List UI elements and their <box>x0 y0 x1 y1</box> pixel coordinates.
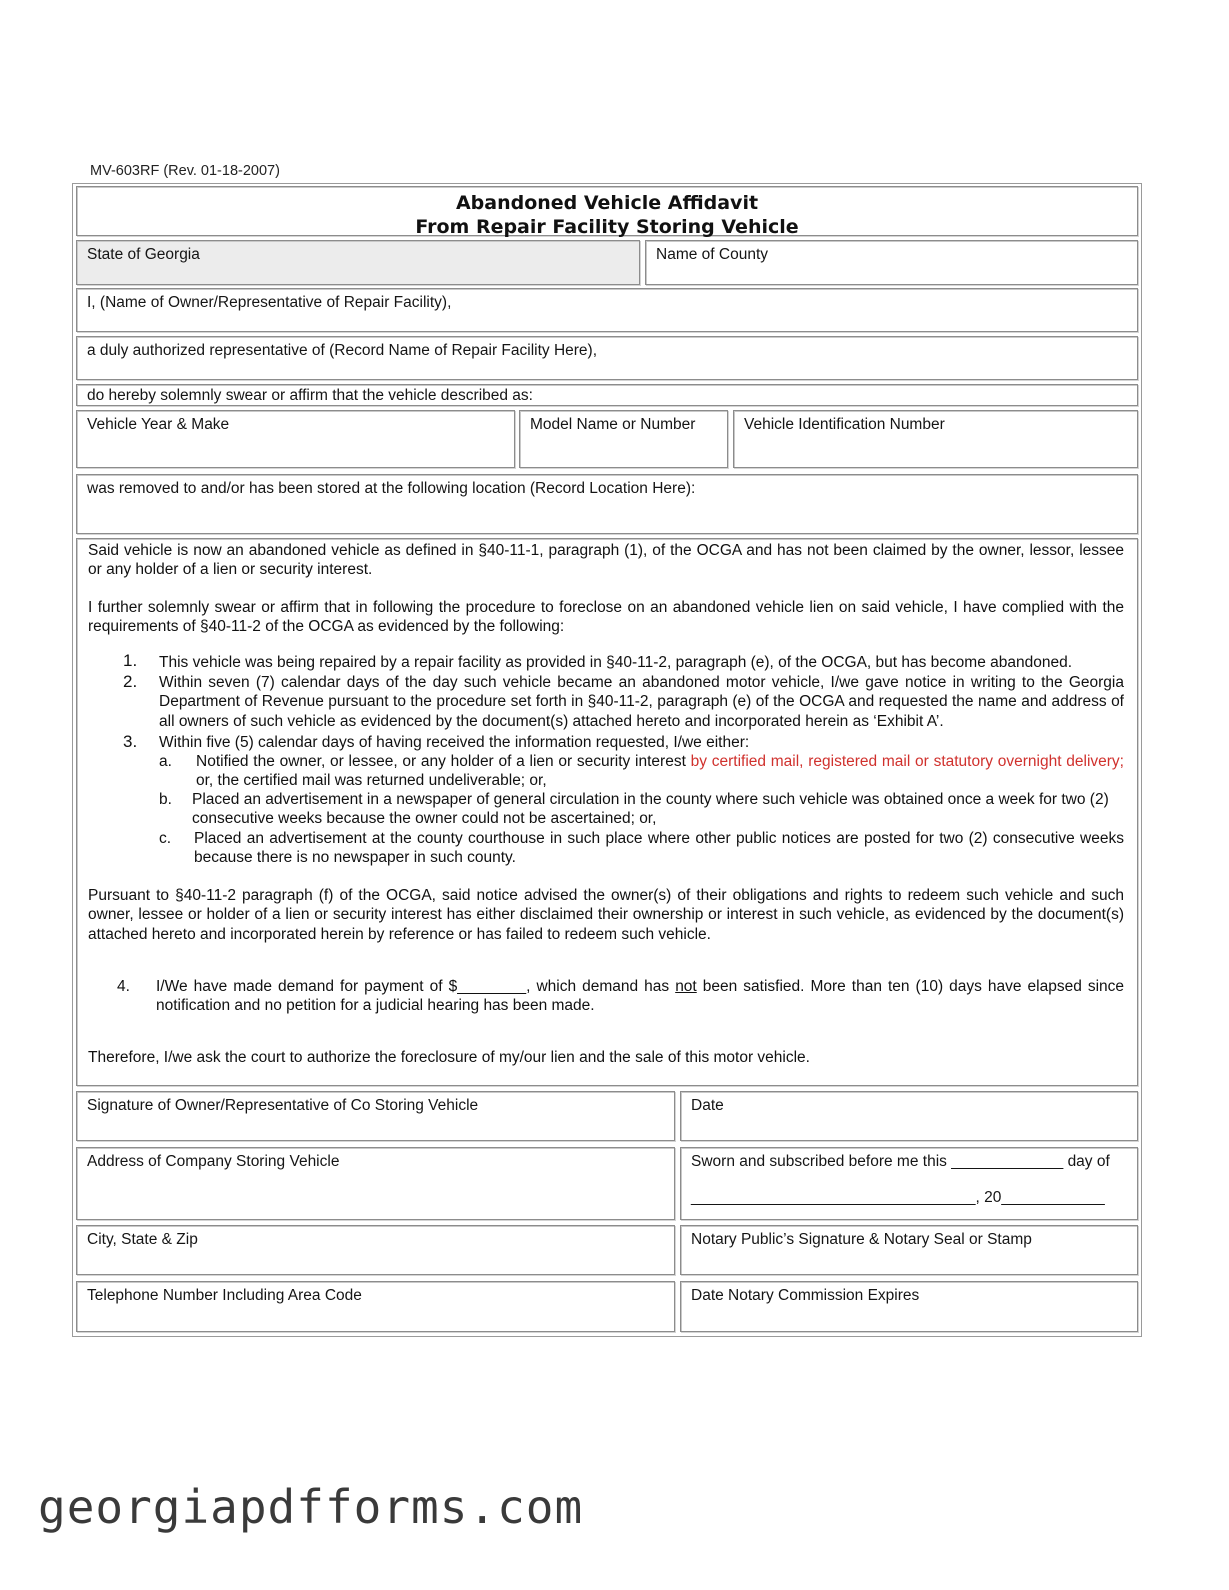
commission-expiry-field[interactable]: Date Notary Commission Expires <box>680 1281 1138 1332</box>
item-4-not: not <box>675 978 697 995</box>
item-2-number: 2. <box>123 672 138 691</box>
vehicle-year-make-field[interactable]: Vehicle Year & Make <box>76 410 515 468</box>
site-watermark: georgiapdfforms.com <box>38 1480 584 1534</box>
sub-b-text: Placed an advertisement in a newspaper of general circulation in the county where such vehicle was obtained once a week for two (2) consecutive weeks because the owner could not be ascertained; or, <box>192 791 1109 828</box>
form-title <box>76 186 1138 236</box>
city-state-zip-field[interactable]: City, State & Zip <box>76 1225 675 1275</box>
sub-c-text: Placed an advertisement at the county courthouse in such place where other public notices are posted for two (2) consecutive weeks because there is no newspaper in such county. <box>194 830 1124 867</box>
item-2-text: Within seven (7) calendar days of the day such vehicle became an abandoned motor vehicle, I/we gave notice in writing to the Georgia Department of Revenue pursuant to the procedure set forth in §40-11-2, paragraph (e) of the OCGA and requested the name and address of all owners of such vehicle as evidenced by the document(s) attached hereto and incorporated herein as ‘Exhibit A’. <box>159 674 1124 730</box>
title-line-1: Abandoned Vehicle Affidavit <box>455 192 759 214</box>
sworn-line-1: Sworn and subscribed before me this _____________ day of <box>691 1153 1110 1170</box>
paragraph-4: Therefore, I/we ask the court to authorize the foreclosure of my/our lien and the sale of this motor vehicle. <box>88 1049 810 1066</box>
item-3-text: Within five (5) calendar days of having received the information requested, I/we either: <box>159 734 750 751</box>
item-4-text-1: I/We have made demand for payment of $________, which demand has <box>156 978 670 995</box>
facility-name-field[interactable]: a duly authorized representative of (Record Name of Repair Facility Here), <box>76 336 1138 380</box>
vin-field[interactable]: Vehicle Identification Number <box>733 410 1138 468</box>
item-4-text-2: been satisfied. More than ten (10) days have elapsed since notification and no petition for a judicial hearing has been made. <box>156 978 1125 1015</box>
item-4-text <box>156 977 1124 1016</box>
sub-a-letter: a. <box>159 753 172 770</box>
sub-b-letter: b. <box>159 791 172 808</box>
swear-statement: do hereby solemnly swear or affirm that the vehicle described as: <box>76 384 1138 406</box>
sub-a-text-1: Notified the owner, or lessee, or any holder of a lien or security interest <box>196 753 686 770</box>
paragraph-2: I further solemnly swear or affirm that in following the procedure to foreclose on an abandoned vehicle lien on said vehicle, I have complied with the requirements of §40-11-2 of the OCGA as evidenced by the following: <box>88 599 1124 636</box>
sub-a-text-2: or, the certified mail was returned undeliverable; or, <box>196 772 547 790</box>
telephone-field[interactable]: Telephone Number Including Area Code <box>76 1281 675 1332</box>
sub-a-delivery-methods: by certified mail, registered mail or statutory overnight delivery; <box>690 753 1124 770</box>
model-field[interactable]: Model Name or Number <box>519 410 728 468</box>
title-line-2: From Repair Facility Storing Vehicle <box>415 216 799 238</box>
notary-signature-field[interactable]: Notary Public’s Signature & Notary Seal or Stamp <box>680 1225 1138 1275</box>
date-field[interactable]: Date <box>680 1091 1138 1141</box>
company-address-field[interactable]: Address of Company Storing Vehicle <box>76 1147 675 1220</box>
form-code: MV-603RF (Rev. 01-18-2007) <box>90 163 280 179</box>
sub-c-letter: c. <box>159 830 172 847</box>
paragraph-1: Said vehicle is now an abandoned vehicle as defined in §40-11-1, paragraph (1), of the OCGA and has not been claimed by the owner, lessor, lessee or any holder of a lien or security interest. <box>88 542 1124 579</box>
county-field[interactable]: Name of County <box>645 240 1138 285</box>
sub-a-text <box>196 752 1124 791</box>
state-field[interactable]: State of Georgia <box>76 240 640 285</box>
item-4-number: 4. <box>117 978 130 995</box>
sworn-line-2: _________________________________, 20____________ <box>691 1189 1105 1206</box>
paragraph-3: Pursuant to §40-11-2 paragraph (f) of the OCGA, said notice advised the owner(s) of their obligations and rights to redeem such vehicle and such owner, lessee or holder of a lien or security interest has either disclaimed their ownership or interest in such vehicle, as evidenced by the document(s) attached hereto and incorporated herein by reference or has failed to redeem such vehicle. <box>88 887 1124 943</box>
location-field[interactable]: was removed to and/or has been stored at the following location (Record Location Here): <box>76 474 1138 534</box>
item-1-number: 1. <box>123 651 138 670</box>
item-1-text: This vehicle was being repaired by a repair facility as provided in §40-11-2, paragraph (e), of the OCGA, but has become abandoned. <box>159 654 1073 671</box>
owner-name-field[interactable]: I, (Name of Owner/Representative of Repair Facility), <box>76 288 1138 332</box>
sworn-field[interactable] <box>680 1147 1138 1220</box>
signature-field[interactable]: Signature of Owner/Representative of Co Storing Vehicle <box>76 1091 675 1141</box>
item-3-number: 3. <box>123 732 138 751</box>
